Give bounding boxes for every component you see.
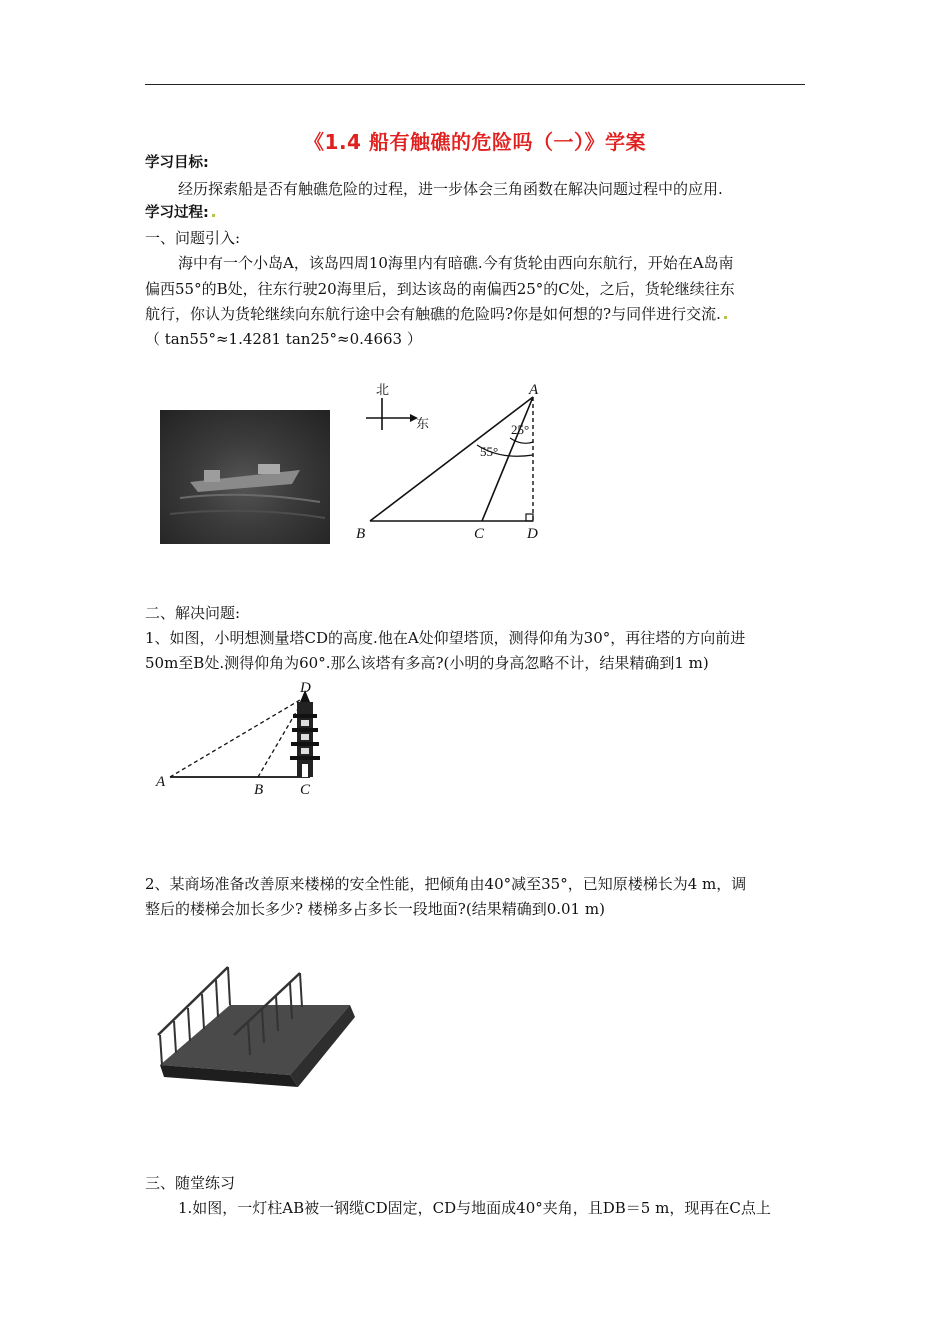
s3-line-1: 1.如图，一灯柱AB被一钢缆CD固定，CD与地面成40°夹角，且DB＝5 m，现再在C点上: [178, 1199, 771, 1217]
s2-q2-line-2: 整后的楼梯会加长多少? 楼梯多占多长一段地面?(结果精确到0.01 m): [145, 900, 605, 918]
tower-point-B-label: B: [254, 782, 264, 798]
tower-point-C-label: C: [300, 782, 311, 798]
point-A-label: A: [529, 382, 539, 398]
section3-heading: 三、随堂练习: [145, 1174, 236, 1192]
compass-east-label: 东: [416, 417, 430, 432]
staircase-illustration: [150, 945, 390, 1095]
s2-q1-line-1: 1、如图，小明想测量塔CD的高度.他在A处仰望塔顶，测得仰角为30°，再往塔的方向前进: [145, 629, 746, 647]
point-C-label: C: [474, 526, 485, 542]
section1-heading: 一、问题引入:: [145, 229, 241, 247]
s2-q1-line-2: 50m至B处.测得仰角为60°.那么该塔有多高?(小明的身高忽略不计，结果精确到1 m): [145, 654, 709, 672]
tower-point-A-label: A: [156, 774, 166, 790]
s1-line-3: 航行，你认为货轮继续向东航行途中会有触礁的危险吗?你是如何想的?与同伴进行交流.: [145, 303, 727, 325]
tower-diagram: [150, 680, 350, 800]
ship-silhouette: [160, 410, 330, 544]
tower-point-D-label: D: [300, 680, 311, 696]
s1-line-1: 海中有一个小岛A，该岛四周10海里内有暗礁.今有货轮由西向东航行，开始在A岛南: [178, 254, 734, 272]
goal-text: 经历探索船是否有触礁危险的过程，进一步体会三角函数在解决问题过程中的应用.: [178, 180, 723, 198]
top-rule: [145, 84, 805, 85]
section2-heading: 二、解决问题:: [145, 604, 241, 622]
ship-route-diagram: [350, 380, 550, 555]
pagoda-icon: [290, 690, 320, 777]
point-B-label: B: [356, 526, 366, 542]
s1-line-4: （ tan55°≈1.4281 tan25°≈0.4663 ）: [145, 330, 422, 348]
s2-q2-line-1: 2、某商场准备改善原来楼梯的安全性能，把倾角由40°减至35°，已知原楼梯长为4 m，调: [145, 875, 747, 893]
page-title: 《1.4 船有触礁的危险吗（一）》学案: [304, 130, 646, 154]
s1-line-2: 偏西55°的B处，往东行驶20海里后，到达该岛的南偏西25°的C处，之后，货轮继续往东: [145, 280, 735, 298]
process-heading: 学习过程:: [145, 202, 215, 224]
angle-25-label: 25°: [511, 422, 530, 437]
goal-heading: 学习目标:: [145, 155, 209, 171]
point-D-label: D: [527, 526, 538, 542]
angle-55-label: 55°: [480, 444, 499, 459]
cargo-ship-photo: [160, 410, 330, 544]
compass: [366, 383, 429, 432]
compass-north-label: 北: [376, 383, 390, 398]
